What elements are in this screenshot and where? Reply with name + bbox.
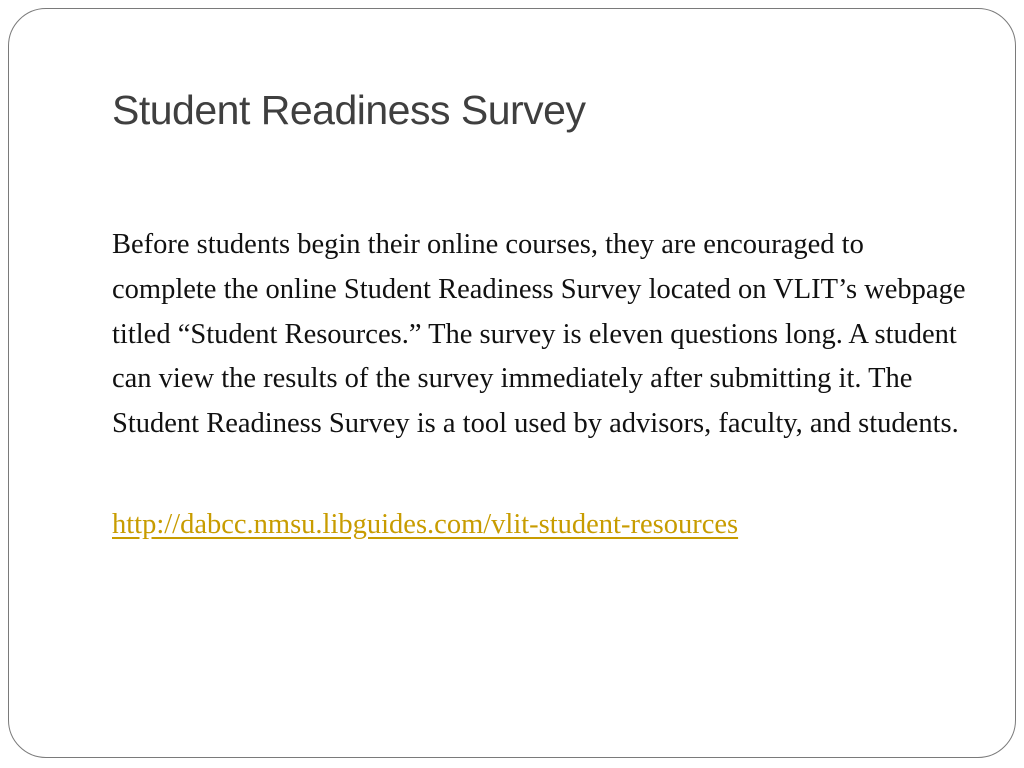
slide xyxy=(8,8,1016,758)
slide-title: Student Readiness Survey xyxy=(112,87,586,133)
slide-body-text: Before students begin their online courses, they are encouraged to complete the online Student Readiness Survey located on VLIT’s webpage titled “Student Resources.” The survey is eleven questions long. A student can view the results of the survey immediately after submitting it. The Student Readiness Survey is a tool used by advisors, faculty, and students. xyxy=(112,229,966,440)
student-resources-link[interactable]: http://dabcc.nmsu.libguides.com/vlit-student-resources xyxy=(112,509,739,540)
